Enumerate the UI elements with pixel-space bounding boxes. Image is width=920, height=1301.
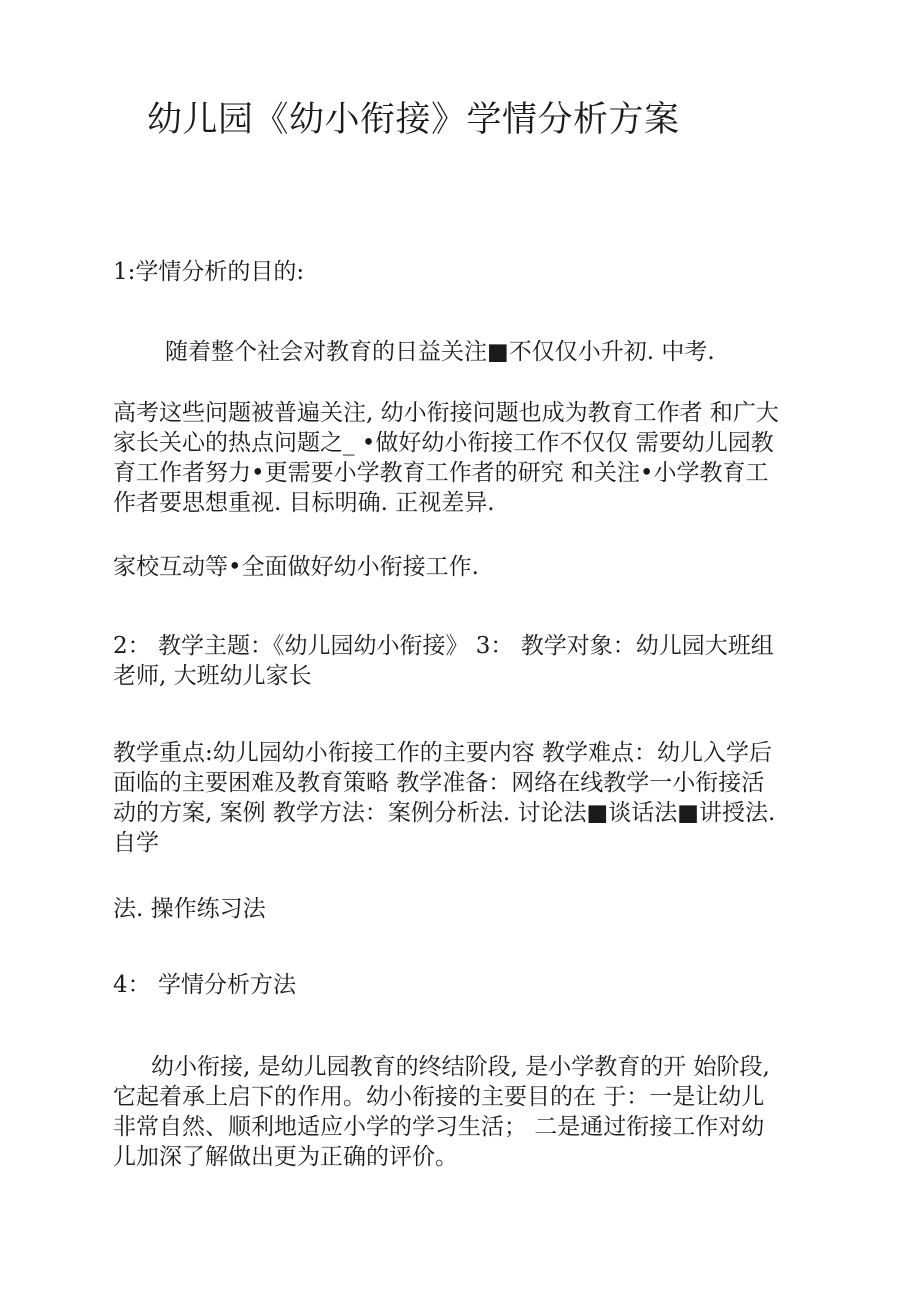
text-line: 它起着承上启下的作用。幼小衔接的主要目的在 于：一是让幼儿 [113,1084,765,1110]
text-line: 育工作者努力•更需要小学教育工作者的研究 和关注•小学教育工 [113,460,769,486]
text-line: 幼小衔接, 是幼儿园教育的终结阶段, 是小学教育的开 始阶段, [151,1054,770,1080]
text-line: 自学 [113,830,159,856]
section-heading-methods [113,970,813,1000]
text-line: 随着整个社会对教育的日益关注■不仅仅小升初. 中考. [165,339,715,365]
paragraph-home-school [113,552,813,582]
text-line: 面临的主要困难及教育策略 教学准备：网络在线教学一小衔接活 [113,770,765,796]
text-line: 高考这些问题被普遍关注, 幼小衔接问题也成为教育工作者 和广大 [113,400,779,426]
paragraph-transition [113,1052,813,1172]
text-line: 教学重点:幼儿园幼小衔接工作的主要内容 教学难点：幼儿入学后 [113,740,773,766]
text-line: 动的方案, 案例 教学方法：案例分析法. 讨论法■谈话法■讲授法. [113,800,776,826]
text-line: 作者要思想重视. 目标明确. 正视差异. [113,490,495,516]
text-line: 非常自然、顺利地适应小学的学习生活； 二是通过衔接工作对幼 [113,1114,765,1140]
text-line: 1:学情分析的目的: [113,259,305,285]
text-line: 家校互动等•全面做好幼小衔接工作. [113,554,479,580]
text-line: 儿加深了解做出更为正确的评价。 [113,1144,458,1170]
paragraph-practice [113,894,813,924]
text-line: 2： 教学主题：《幼儿园幼小衔接》 3： 教学对象：幼儿园大班组 [113,633,774,659]
paragraph-topic-audience [113,631,813,691]
document-title: 幼儿园《幼小衔接》学情分析方案 [147,100,680,140]
section-heading-purpose [113,257,813,287]
paragraph-intro [165,337,865,367]
text-line: 4： 学情分析方法 [113,972,296,998]
text-line: 家长关心的热点问题之_ •做好幼小衔接工作不仅仅 需要幼儿园教 [113,430,774,456]
paragraph-focus-methods [113,738,813,858]
text-line: 法. 操作练习法 [113,896,266,922]
paragraph-concern [113,398,813,518]
text-line: 老师, 大班幼儿家长 [113,663,312,689]
